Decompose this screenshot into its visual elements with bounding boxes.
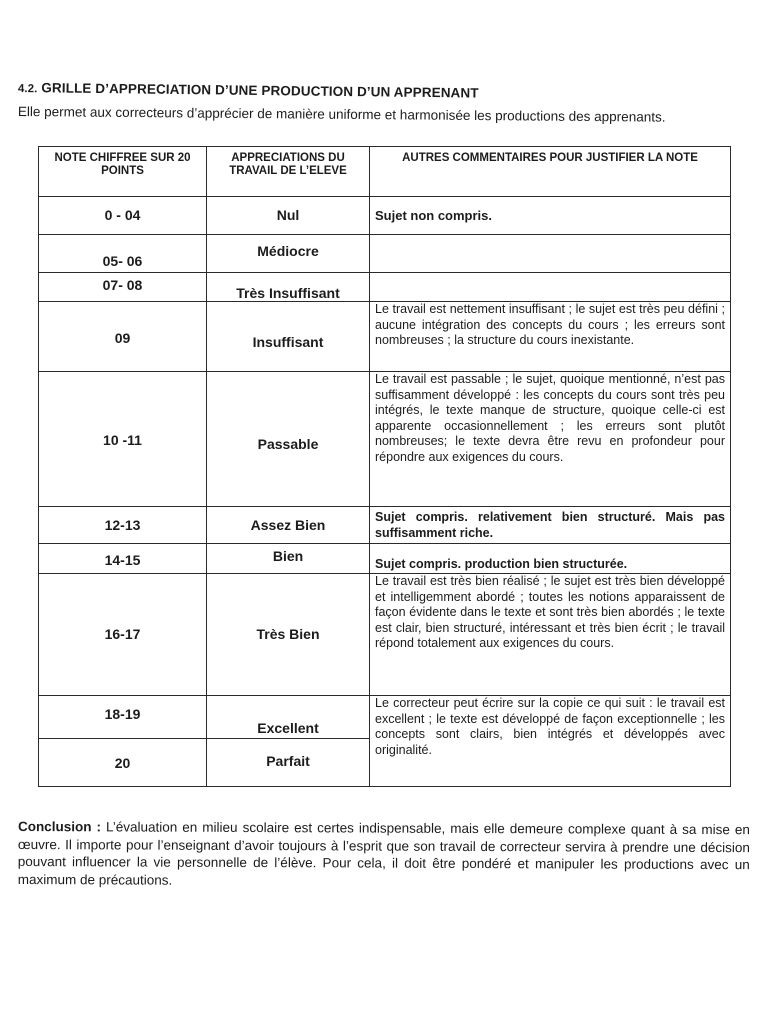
comment-cell: Le travail est passable ; le sujet, quoique mentionné, n’est pas suffisamment développé : les concepts du cours sont très peu intégrés, le texte manque de structure, quoique celle-ci est apparente occasionnellement ; les erreurs sont plutôt nombreuses; le texte devra être revu en profondeur pour répondre aux exigences du cours.: [370, 372, 731, 507]
table-row: [39, 197, 731, 235]
note-cell: 07- 08: [39, 273, 207, 302]
conclusion-text: L’évaluation en milieu scolaire est certes indispensable, mais elle demeure complexe quant à sa mise en œuvre. Il importe pour l’enseignant d’avoir toujours à l’esprit que son travail de correcteur servira à prendre une décision pouvant influencer la vie personnelle de l’élève. Pour cela, il doit être pondéré et manipuler les productions avec un maximum de précautions.: [17, 819, 750, 888]
note-cell: 16-17: [39, 574, 207, 696]
conclusion-paragraph: [18, 818, 750, 891]
appreciation-cell: Bien: [207, 544, 370, 574]
header-appreciation: APPRECIATIONS DU TRAVAIL DE L’ELEVE: [207, 147, 370, 197]
appreciation-cell: Très Bien: [207, 574, 370, 696]
comment-cell: [370, 235, 731, 273]
comment-cell: Le travail est nettement insuffisant ; le sujet est très peu défini ; aucune intégration des concepts du cours ; les erreurs sont nombreuses ; la structure du cours inexistante.: [370, 302, 731, 372]
note-cell: 10 -11: [39, 372, 207, 507]
appreciation-cell: Passable: [207, 372, 370, 507]
appreciation-cell: Médiocre: [207, 235, 370, 273]
table-row: [39, 302, 731, 372]
section-title: GRILLE D’APPRECIATION D’UNE PRODUCTION D’UN APPRENANT: [41, 80, 479, 101]
note-cell: 12-13: [39, 507, 207, 544]
comment-cell: Sujet compris. production bien structurée.: [370, 544, 731, 574]
appreciation-cell: Insuffisant: [207, 302, 370, 372]
header-comments: AUTRES COMMENTAIRES POUR JUSTIFIER LA NOTE: [370, 147, 731, 197]
comment-cell: [370, 273, 731, 302]
table-header-row: [39, 147, 731, 197]
table-row: [39, 574, 731, 696]
table-row: [39, 273, 731, 302]
table-row: [39, 235, 731, 273]
comment-cell: Le travail est très bien réalisé ; le sujet est très bien développé et intelligemment abordé ; toutes les notions apparaissent de façon évidente dans le texte et sont très bien abordés ; le texte est clair, bien structuré, intéressant et très bien écrit ; le travail répond totalement aux exigences du cours.: [370, 574, 731, 696]
comment-cell: Sujet compris. relativement bien structuré. Mais pas suffisamment riche.: [370, 507, 731, 544]
appreciation-grid-table: [38, 146, 731, 787]
note-cell: 09: [39, 302, 207, 372]
appreciation-cell: Excellent: [207, 696, 370, 739]
section-number: 4.2.: [17, 82, 38, 96]
table-row: [39, 696, 731, 739]
table-row: [39, 507, 731, 544]
comment-cell: Le correcteur peut écrire sur la copie ce qui suit : le travail est excellent ; le texte est développé de façon exceptionnelle ; les concepts sont clairs, bien intégrés et développés avec originalité.: [370, 696, 731, 787]
appreciation-cell: Nul: [207, 197, 370, 235]
comment-cell: Sujet non compris.: [370, 197, 731, 235]
note-cell: 18-19: [39, 696, 207, 739]
note-cell: 0 - 04: [39, 197, 207, 235]
note-cell: 14-15: [39, 544, 207, 574]
table-row: [39, 544, 731, 574]
section-intro: Elle permet aux correcteurs d’apprécier de manière uniforme et harmonisée les productions des apprenants.: [17, 104, 666, 125]
table-row: [39, 372, 731, 507]
conclusion-label: Conclusion :: [17, 819, 102, 835]
appreciation-cell: Très Insuffisant: [207, 273, 370, 302]
appreciation-cell: Parfait: [207, 739, 370, 787]
note-cell: 20: [39, 739, 207, 787]
section-heading: [18, 80, 718, 104]
appreciation-cell: Assez Bien: [207, 507, 370, 544]
note-cell: 05- 06: [39, 235, 207, 273]
header-note: NOTE CHIFFREE SUR 20 POINTS: [39, 147, 207, 197]
